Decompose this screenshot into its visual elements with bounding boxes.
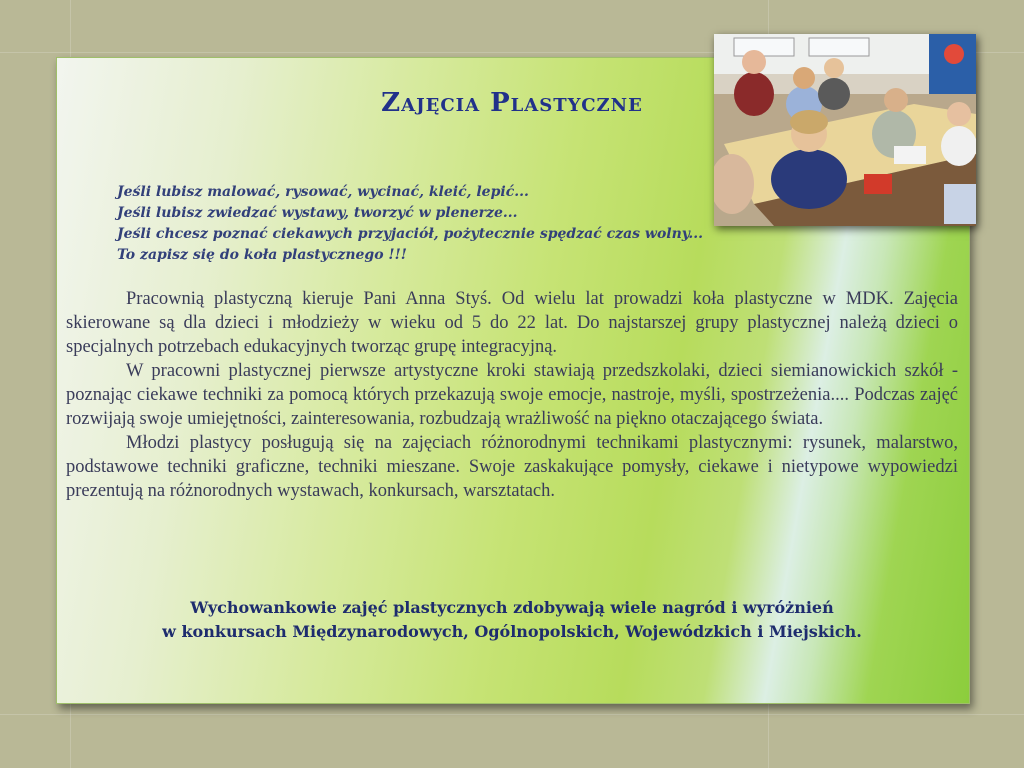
background-line	[0, 714, 1024, 715]
closing-line: w konkursach Międzynarodowych, Ogólnopolskich, Wojewódzkich i Miejskich.	[162, 622, 862, 641]
intro-line: Jeśli lubisz zwiedzać wystawy, tworzyć w plenerze...	[117, 205, 518, 221]
classroom-photo	[714, 34, 976, 226]
body-text	[66, 287, 958, 503]
closing-statement	[66, 596, 958, 644]
intro-line: To zapisz się do koła plastycznego !!!	[117, 247, 407, 263]
intro-line: Jeśli chcesz poznać ciekawych przyjaciół, pożytecznie spędzać czas wolny...	[117, 226, 703, 242]
classroom-photo-image	[714, 34, 976, 226]
body-paragraph: Młodzi plastycy posługują się na zajęciach różnorodnymi technikami plastycznymi: rysunek, malarstwo, podstawowe techniki graficzne, techniki mieszane. Swoje zaskakujące pomysły, ciekawe i nietypowe wypowiedzi prezentują na różnorodnych wystawach, konkursach, warsztatach.	[66, 433, 958, 501]
intro-line: Jeśli lubisz malować, rysować, wycinać, kleić, lepić...	[117, 184, 529, 200]
closing-line: Wychowankowie zajęć plastycznych zdobywają wiele nagród i wyróżnień	[190, 598, 834, 617]
body-paragraph: W pracowni plastycznej pierwsze artystyczne kroki stawiają przedszkolaki, dzieci siemianowickich szkół - poznając ciekawe techniki za pomocą których przekazują swoje emocje, nastroje, myśli, spostrzeżenia.... Podczas zajęć rozwijają swoje umiejętności, zainteresowania, rozbudzają wrażliwość na piękno otaczającego świata.	[66, 361, 958, 429]
body-paragraph: Pracownią plastyczną kieruje Pani Anna Styś. Od wielu lat prowadzi koła plastyczne w MDK. Zajęcia skierowane są dla dzieci i młodzieży w wieku od 5 do 22 lat. Do najstarszej grupy plastycznej należą dzieci o specjalnych potrzebach edukacyjnych tworząc grupę integracyjną.	[66, 289, 958, 357]
page-title: Zajęcia Plastyczne	[381, 88, 643, 118]
